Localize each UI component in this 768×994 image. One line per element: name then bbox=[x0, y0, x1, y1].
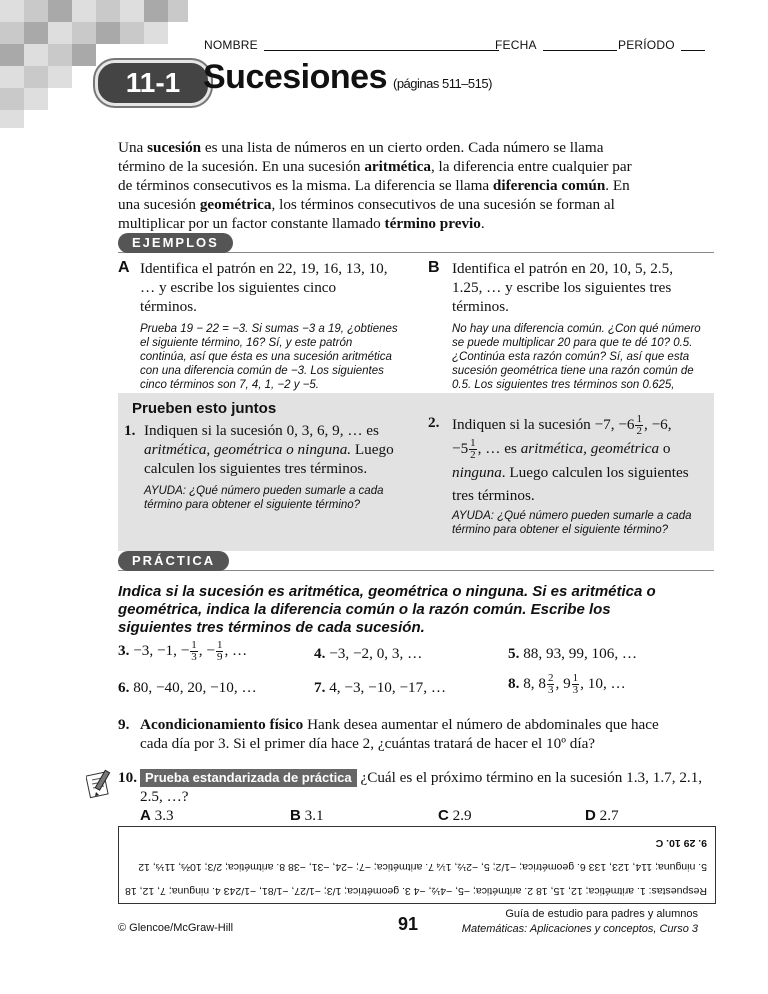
problem-5-text: 88, 93, 99, 106, … bbox=[523, 645, 638, 662]
intro-text: , los términos consecutivos de una sucesión se forman al multiplicar por un factor constante llamado bbox=[118, 196, 615, 232]
problem-2-options: ninguna bbox=[452, 464, 502, 482]
fraction-one-half bbox=[635, 414, 643, 437]
term-termino-previo: término previo bbox=[384, 215, 481, 232]
frac-num: 1 bbox=[470, 437, 476, 450]
choice-a-letter: A bbox=[140, 807, 151, 824]
pencil-paper-icon bbox=[86, 768, 114, 800]
problem-1-options: aritmética, geométrica o ninguna. bbox=[144, 441, 352, 458]
date-field bbox=[495, 38, 617, 52]
problem-4-number: 4. bbox=[314, 645, 326, 662]
frac-num: 1 bbox=[216, 639, 223, 651]
problem-4 bbox=[314, 645, 422, 663]
problem-9-label: Acondicionamiento físico bbox=[140, 716, 304, 733]
problem-2 bbox=[428, 413, 710, 537]
problem-2-text: . Luego calculen los siguientes tres términos. bbox=[452, 464, 689, 505]
choice-d[interactable] bbox=[585, 807, 619, 825]
choice-d-value: 2.7 bbox=[599, 807, 619, 824]
choice-b-letter: B bbox=[290, 807, 301, 824]
problem-3 bbox=[118, 640, 247, 663]
problem-6 bbox=[118, 679, 257, 697]
page-number: 91 bbox=[398, 914, 419, 934]
problem-2-text: −5 bbox=[452, 440, 469, 458]
problem-7-number: 7. bbox=[314, 679, 326, 696]
problem-10-number: 10. bbox=[118, 769, 137, 786]
problem-7 bbox=[314, 679, 446, 697]
publisher-credit: © Glencoe/McGraw-Hill bbox=[118, 922, 234, 934]
frac-den: 9 bbox=[216, 651, 223, 663]
fraction-two-thirds bbox=[547, 673, 555, 696]
frac-den: 2 bbox=[636, 425, 642, 438]
problem-2-options: aritmética, geométrica bbox=[520, 440, 660, 458]
problem-4-text: −3, −2, 0, 3, … bbox=[329, 645, 423, 662]
problem-8-text: , 9 bbox=[555, 674, 571, 692]
term-geometrica: geométrica bbox=[199, 196, 272, 213]
intro-text: , la diferencia entre cualquier par de términos consecutivos es la misma. La diferencia se llama bbox=[118, 158, 632, 194]
standardized-test-tag: Prueba estandarizada de práctica bbox=[140, 769, 357, 787]
examples-tab: EJEMPLOS bbox=[118, 233, 233, 253]
problem-3-text: −3, −1, − bbox=[133, 641, 190, 659]
example-a-solution: Prueba 19 − 22 = −3. Si sumas −3 a 19, ¿obtienes el siguiente término, 16? Sí, y este patrón continúa, así que ésta es una sucesión aritmética con una diferencia común de −3. Los siguientes cinco términos son 7, 4, 1, −2 y −5. bbox=[140, 323, 398, 391]
answer-key-box bbox=[118, 826, 716, 904]
frac-num: 2 bbox=[547, 672, 554, 684]
frac-num: 1 bbox=[636, 413, 642, 426]
choice-a-value: 3.3 bbox=[154, 807, 174, 824]
book-title: Guía de estudio para padres y alumnos bbox=[505, 908, 698, 920]
problem-2-text: Indiquen si la sucesión −7, −6 bbox=[452, 416, 635, 433]
problem-9-number: 9. bbox=[118, 716, 130, 733]
intro-text: es una lista de números en un cierto orden. Cada número se llama término de la sucesión. En una sucesión bbox=[118, 139, 604, 175]
choice-c[interactable] bbox=[438, 807, 472, 825]
answer-line-1: Respuestas: 1. aritmética; 12, 15, 18 2. aritmética; −5, −4½, −4 3. geométrica; 1/3; −1/27, −1/81, −1/243 4. ninguna; 7, 12, 18 bbox=[125, 885, 707, 897]
title-text: Sucesiones bbox=[203, 58, 387, 96]
frac-den: 2 bbox=[470, 449, 476, 462]
choice-c-value: 2.9 bbox=[452, 807, 472, 824]
example-b bbox=[428, 259, 714, 406]
frac-den: 3 bbox=[572, 684, 579, 696]
example-b-solution: No hay una diferencia común. ¿Con qué número se puede multiplicar 20 para que te dé 10? 0.5. ¿Continúa esta razón común? Sí, así que esta sucesión geométrica tiene una razón común de 0.5. Los siguientes tres términos son 0.625, bbox=[452, 323, 701, 391]
period-blank[interactable] bbox=[681, 50, 705, 51]
choice-b[interactable] bbox=[290, 807, 324, 825]
name-field bbox=[204, 38, 499, 52]
frac-num: 1 bbox=[572, 672, 579, 684]
book-credit bbox=[462, 907, 698, 937]
example-b-letter: B bbox=[428, 259, 440, 276]
page-title bbox=[203, 58, 492, 97]
problem-1-text: Indiquen si la sucesión 0, 3, 6, 9, … es bbox=[144, 422, 379, 439]
problem-2-hint: AYUDA: ¿Qué número pueden sumarle a cada término para obtener el siguiente término? bbox=[452, 510, 692, 537]
name-blank[interactable] bbox=[264, 50, 499, 51]
answer-line-3: 9. 29 10. C bbox=[655, 837, 707, 849]
problem-2-text: , −6, bbox=[643, 416, 672, 433]
example-a-letter: A bbox=[118, 259, 130, 276]
intro-text: . bbox=[480, 215, 485, 232]
lesson-number-badge: 11-1 bbox=[95, 60, 211, 106]
choice-b-value: 3.1 bbox=[304, 807, 324, 824]
problem-6-text: 80, −40, 20, −10, … bbox=[133, 679, 257, 696]
fraction-one-half bbox=[469, 438, 477, 461]
try-together-title: Prueben esto juntos bbox=[132, 400, 277, 417]
frac-den: 3 bbox=[191, 651, 197, 663]
problem-2-number: 2. bbox=[428, 414, 440, 431]
problem-8-number: 8. bbox=[508, 674, 520, 692]
example-a-text: Identifica el patrón en 22, 19, 16, 13, 10, … y escribe los siguientes cinco términos. bbox=[140, 260, 388, 315]
choice-c-letter: C bbox=[438, 807, 449, 824]
fraction-one-ninth bbox=[216, 640, 224, 663]
problem-2-text: o bbox=[662, 440, 671, 458]
name-label: NOMBRE bbox=[204, 38, 258, 52]
date-blank[interactable] bbox=[543, 50, 617, 51]
choice-d-letter: D bbox=[585, 807, 596, 824]
period-label: PERÍODO bbox=[618, 38, 675, 52]
example-b-text: Identifica el patrón en 20, 10, 5, 2.5, 1.25, … y escribe los siguientes tres términos. bbox=[452, 260, 673, 315]
problem-5 bbox=[508, 645, 637, 663]
choice-a[interactable] bbox=[140, 807, 174, 825]
problem-8-text: 8, 8 bbox=[523, 674, 546, 692]
problem-3-text: , … bbox=[224, 641, 248, 659]
problem-3-text: , − bbox=[198, 641, 215, 659]
fraction-one-third bbox=[572, 673, 580, 696]
problem-10-text: ¿Cuál es el próximo término en la sucesión 1.3, 1.7, 2.1, 2.5, …? bbox=[140, 769, 703, 805]
frac-num: 1 bbox=[191, 639, 197, 651]
answer-line-2: 5. ninguna; 114, 123, 133 6. geométrica; −1/2; 5, −2½, 1¼ 7. aritmética; −7; −24, −31, −38 8. aritmética; 2/3; 10⅔, 11⅓, 12 bbox=[138, 861, 707, 873]
problem-1-text-b: Luego calculen los siguientes tres términos. bbox=[144, 441, 394, 477]
frac-den: 3 bbox=[547, 684, 554, 696]
intro-paragraph bbox=[118, 138, 643, 233]
practice-tab: PRÁCTICA bbox=[118, 551, 229, 571]
problem-8-text: , 10, … bbox=[580, 674, 626, 692]
book-course: Matemáticas: Aplicaciones y conceptos, Curso 3 bbox=[461, 923, 698, 935]
problem-1-number: 1. bbox=[124, 422, 136, 439]
problem-5-number: 5. bbox=[508, 645, 520, 662]
problem-10 bbox=[118, 768, 708, 806]
problem-2-text: , … es bbox=[477, 440, 517, 458]
term-aritmetica: aritmética bbox=[364, 158, 431, 175]
problem-9 bbox=[118, 715, 678, 753]
problem-1 bbox=[124, 421, 409, 512]
period-field bbox=[618, 38, 705, 52]
intro-text: . En una sucesión bbox=[118, 177, 630, 213]
term-sucesion: sucesión bbox=[147, 139, 202, 156]
date-label: FECHA bbox=[495, 38, 537, 52]
problem-8 bbox=[508, 673, 626, 696]
example-a bbox=[118, 259, 408, 392]
title-pages: (páginas 511–515) bbox=[392, 76, 492, 91]
term-diferencia-comun: diferencia común bbox=[492, 177, 606, 194]
try-together-box bbox=[118, 393, 714, 551]
problem-6-number: 6. bbox=[118, 679, 130, 696]
fraction-one-third bbox=[190, 640, 198, 663]
problem-1-hint: AYUDA: ¿Qué número pueden sumarle a cada término para obtener el siguiente término? bbox=[144, 485, 384, 511]
intro-text: Una bbox=[118, 139, 148, 156]
problem-3-number: 3. bbox=[118, 641, 130, 659]
problem-7-text: 4, −3, −10, −17, … bbox=[329, 679, 447, 696]
problem-9-text: Hank desea aumentar el número de abdominales que hace cada día por 3. Si el primer día hace 2, ¿cuántas tratará de hacer el 10º día? bbox=[140, 716, 659, 752]
practice-instructions: Indica si la sucesión es aritmética, geométrica o ninguna. Si es aritmética o geométrica, indica la diferencia común o la razón común. Escribe los siguientes tres términos de cada sucesión. bbox=[118, 583, 656, 636]
